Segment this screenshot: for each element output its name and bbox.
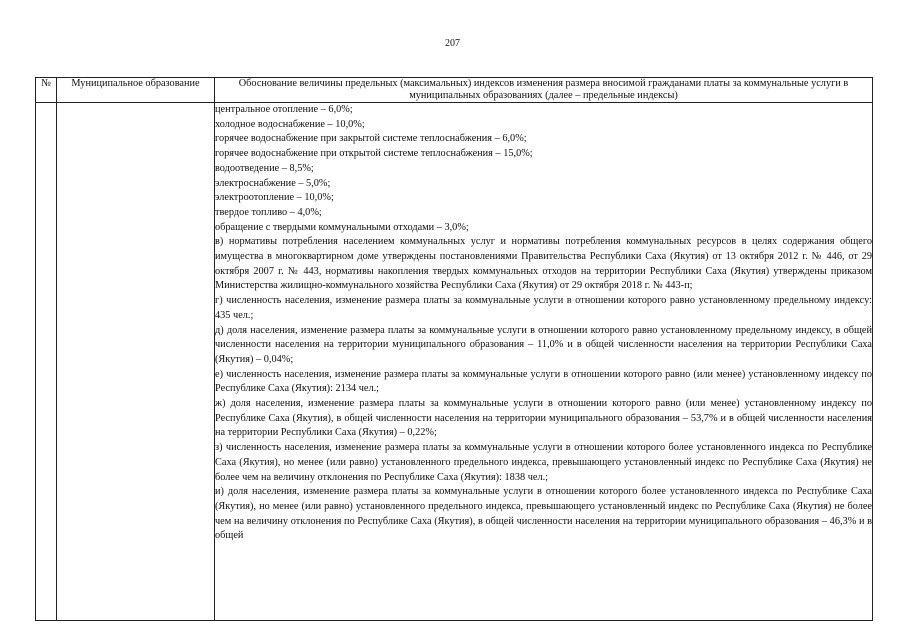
paragraph-d: д) доля населения, изменение размера платы за коммунальные услуги в отношении которого равно установленному предельному индексу, в общей численности населения на территории муниципального образования – 11,0% и в общей численности населения на территории Республики Саха (Якутия) – 0,04%;: [215, 324, 872, 365]
page-number: 207: [445, 38, 460, 49]
rate-line: твердое топливо – 4,0%;: [215, 206, 322, 218]
rate-line: водоотведение – 8,5%;: [215, 162, 314, 174]
rate-line: обращение с твердыми коммунальными отходами – 3,0%;: [215, 221, 469, 233]
indices-table: [35, 77, 873, 621]
paragraph-v: в) нормативы потребления населением коммунальных услуг и нормативы потребления коммунальных ресурсов в целях содержания общего имущества в многоквартирном доме утверждены постановлениями Правительства Республики Саха (Якутия) от 13 октября 2012 г. № 446, от 29 октября 2007 г. № 443, нормативы накопления твердых коммунальных отходов на территории Республики Саха (Якутия) утверждены приказом Министерства жилищно-коммунального хозяйства Республики Саха (Якутия) от 29 октября 2018 г. № 443-п;: [215, 236, 872, 292]
table-row: [36, 103, 873, 621]
rate-line: горячее водоснабжение при открытой системе теплоснабжения – 15,0%;: [215, 148, 533, 160]
rate-line: электроснабжение – 5,0%;: [215, 177, 331, 189]
paragraph-i: и) доля населения, изменение размера платы за коммунальные услуги в отношении которого более установленного индекса по Республике Саха (Якутия), но менее (или равно) установленного предельного индекса, превышающего установленный индекс по Республике Саха (Якутия) не более чем на величину отклонения по Республике Саха (Якутия), в общей численности населения на территории муниципального образования – 46,3% и в общей: [215, 486, 872, 542]
cell-number: [36, 103, 57, 621]
rate-line: холодное водоснабжение – 10,0%;: [215, 118, 365, 130]
rate-line: электроотопление – 10,0%;: [215, 192, 334, 204]
paragraph-zh: ж) доля населения, изменение размера платы за коммунальные услуги в отношении которого равно (или менее) установленному индексу по Республике Саха (Якутия), в общей численности населения на территории муниципального образования – 53,7% и в общей численности населения на территории Республики Саха (Якутия) – 0,22%;: [215, 398, 872, 439]
rate-line: центральное отопление – 6,0%;: [215, 104, 353, 115]
paragraph-g: г) численность населения, изменение размера платы за коммунальные услуги в отношении которого равно установленному предельному индексу: 435 чел.;: [215, 295, 872, 321]
paragraph-z: з) численность населения, изменение размера платы за коммунальные услуги в отношении которого более установленного индекса по Республике Саха (Якутия), но менее (или равно) установленного предельного индекса, превышающего установленный индекс по Республике Саха (Якутия) не более чем на величину отклонения по Республике Саха (Якутия): 1838 чел.;: [215, 442, 872, 483]
table-header-row: [36, 78, 873, 103]
column-header-justification: Обоснование величины предельных (максимальных) индексов изменения размера вносимой гражданами платы за коммунальные услуги в муниципальных образованиях (далее – предельные индексы): [215, 78, 873, 103]
cell-municipality: [57, 103, 215, 621]
column-header-municipality: Муниципальное образование: [57, 78, 215, 103]
paragraph-e: е) численность населения, изменение размера платы за коммунальные услуги в отношении которого равно (или менее) установленному индексу по Республике Саха (Якутия): 2134 чел.;: [215, 368, 872, 395]
cell-justification: [215, 103, 873, 621]
column-header-number: №: [36, 78, 57, 103]
rate-line: горячее водоснабжение при закрытой системе теплоснабжения – 6,0%;: [215, 133, 527, 145]
